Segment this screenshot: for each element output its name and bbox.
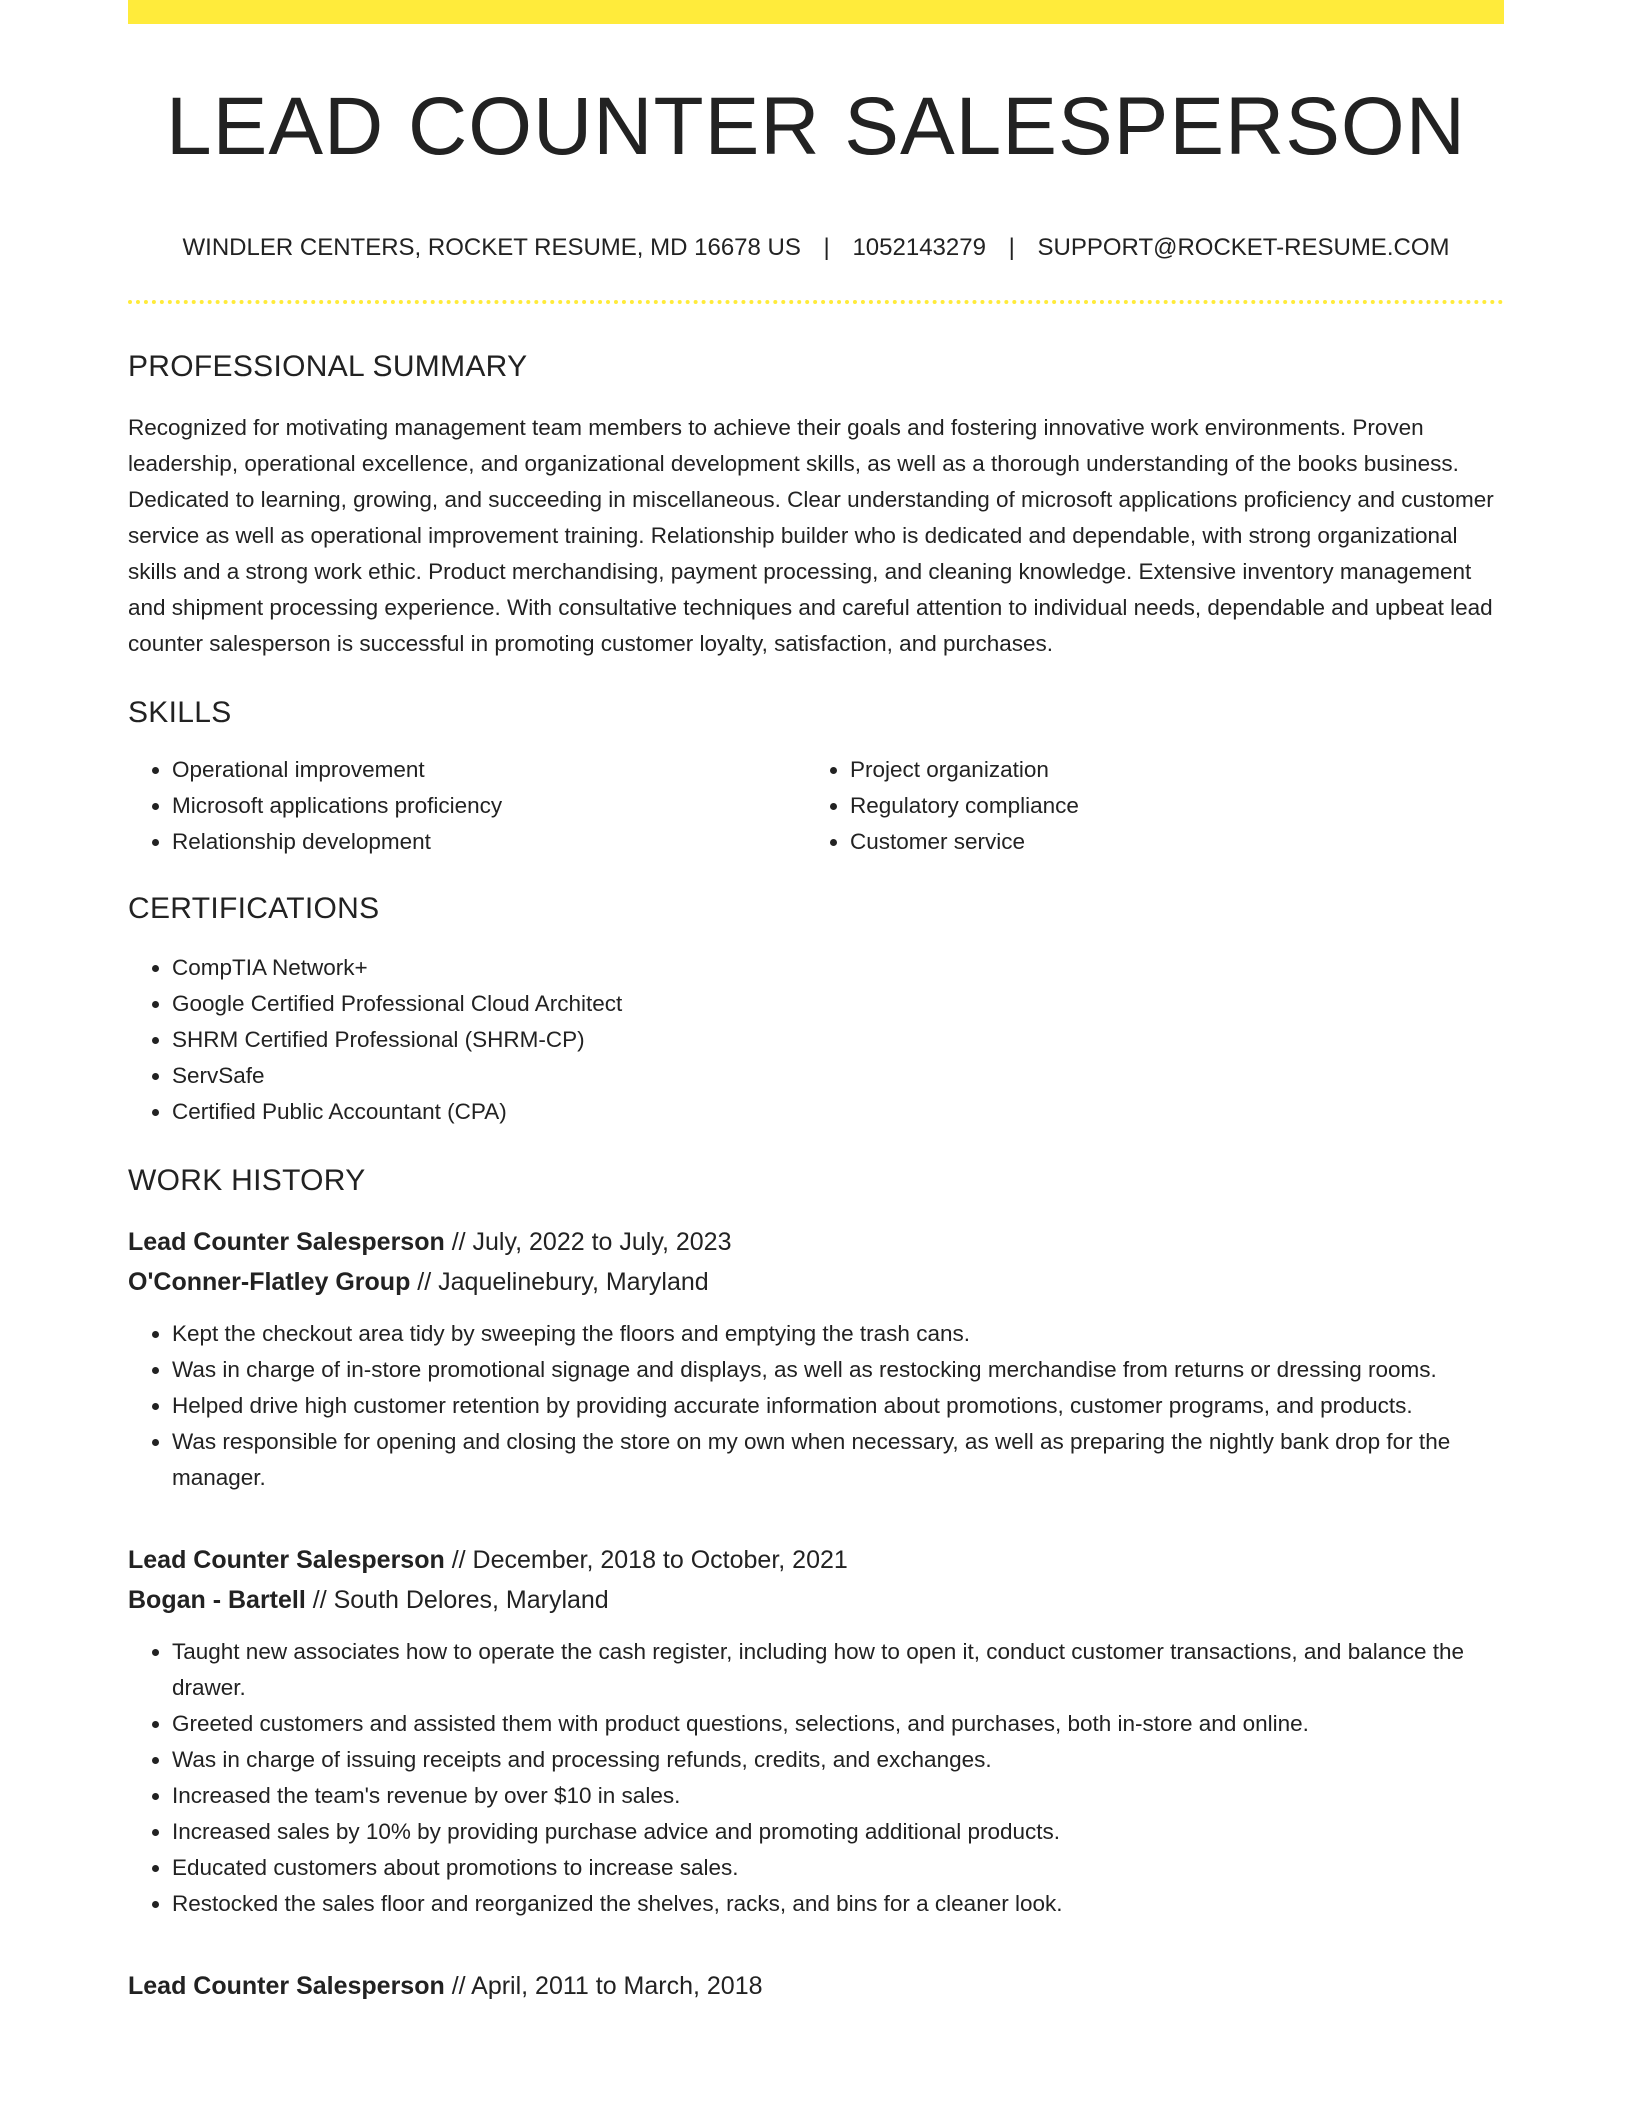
skill-item: • Operational improvement [172, 752, 806, 788]
job-location: // Jaquelinebury, Maryland [410, 1268, 709, 1296]
contact-line [128, 236, 1504, 260]
summary-text: Recognized for motivating management team members to achieve their goals and fostering innovative work environments. Proven leadership, operational excellence, and organizational development skills, as well as a thorough understanding of the books business. Dedicated to learning, growing, and succeeding in miscellaneous. Clear understanding of microsoft applications proficiency and customer service as well as operational improvement training. Relationship builder who is dedicated and dependable, with strong organizational skills and a strong work ethic. Product merchandising, payment processing, and cleaning knowledge. Extensive inventory management and shipment processing experience. With consultative techniques and careful attention to individual needs, dependable and upbeat lead counter salesperson is successful in promoting customer loyalty, satisfaction, and purchases. [128, 415, 1494, 656]
work-history-heading: WORK HISTORY [128, 1164, 366, 1197]
job-title: Lead Counter Salesperson [128, 1228, 445, 1256]
summary-heading: PROFESSIONAL SUMMARY [128, 350, 528, 383]
skill-item: • Relationship development [172, 824, 806, 860]
job-bullet: • Increased the team's revenue by over $10 in sales. [172, 1778, 1504, 1814]
job-location: // South Delores, Maryland [305, 1586, 609, 1614]
job-bullet: • Was in charge of in-store promotional signage and displays, as well as restocking merchandise from returns or dressing rooms. [172, 1352, 1504, 1388]
job-title: Lead Counter Salesperson [128, 1546, 445, 1574]
contact-separator: | [823, 234, 830, 261]
job-bullet: • Restocked the sales floor and reorganized the shelves, racks, and bins for a cleaner look. [172, 1886, 1504, 1922]
certifications-heading: CERTIFICATIONS [128, 892, 380, 925]
skills-heading: SKILLS [128, 696, 232, 729]
job-bullet: • Helped drive high customer retention by providing accurate information about promotions, customer programs, and products. [172, 1388, 1504, 1424]
skills-column-right [806, 752, 1484, 860]
resume-page [128, 0, 1504, 2006]
job-entry [128, 1540, 1504, 1922]
skill-item: • Regulatory compliance [850, 788, 1484, 824]
certifications-section [128, 894, 1504, 1130]
job-bullet: • Was in charge of issuing receipts and processing refunds, credits, and exchanges. [172, 1742, 1504, 1778]
job-dates: // April, 2011 to March, 2018 [444, 1972, 763, 2000]
job-dates: // December, 2018 to October, 2021 [444, 1546, 848, 1574]
job-entry [128, 1966, 1504, 2006]
job-bullet: • Taught new associates how to operate the cash register, including how to open it, conduct customer transactions, and balance the drawer. [172, 1634, 1504, 1706]
job-bullet: • Increased sales by 10% by providing purchase advice and promoting additional products. [172, 1814, 1504, 1850]
certification-item: • Google Certified Professional Cloud Architect [172, 986, 1504, 1022]
job-entry [128, 1222, 1504, 1496]
work-history-section [128, 1166, 1504, 2006]
job-dates: // July, 2022 to July, 2023 [444, 1228, 732, 1256]
certification-item: • CompTIA Network+ [172, 950, 1504, 986]
job-title-line [128, 1540, 1504, 1580]
job-bullet: • Educated customers about promotions to increase sales. [172, 1850, 1504, 1886]
job-company-line [128, 1580, 1504, 1620]
job-title: Lead Counter Salesperson [128, 1972, 445, 2000]
address: WINDLER CENTERS, ROCKET RESUME, MD 16678 US [182, 234, 801, 261]
job-bullet: • Was responsible for opening and closing the store on my own when necessary, as well as preparing the nightly bank drop for the manager. [172, 1424, 1504, 1496]
skills-column-left [128, 752, 806, 860]
skill-item: • Microsoft applications proficiency [172, 788, 806, 824]
summary-section [128, 352, 1504, 662]
dotted-divider [128, 300, 1504, 304]
job-company-line [128, 1262, 1504, 1302]
skill-item: • Customer service [850, 824, 1484, 860]
phone: 1052143279 [852, 234, 986, 261]
skills-section [128, 698, 1504, 860]
job-title-line [128, 1966, 1504, 2006]
job-bullet: • Greeted customers and assisted them with product questions, selections, and purchases, both in-store and online. [172, 1706, 1504, 1742]
certification-item: • ServSafe [172, 1058, 1504, 1094]
resume-title: LEAD COUNTER SALESPERSON [166, 81, 1466, 172]
certification-item: • Certified Public Accountant (CPA) [172, 1094, 1504, 1130]
job-title-line [128, 1222, 1504, 1262]
email: SUPPORT@ROCKET-RESUME.COM [1037, 234, 1450, 261]
skill-item: • Project organization [850, 752, 1484, 788]
skills-grid [128, 752, 1504, 860]
job-bullet: • Kept the checkout area tidy by sweeping the floors and emptying the trash cans. [172, 1316, 1504, 1352]
contact-separator: | [1008, 234, 1015, 261]
job-company: Bogan - Bartell [128, 1586, 306, 1614]
accent-bar [128, 0, 1504, 24]
job-company: O'Conner-Flatley Group [128, 1268, 411, 1296]
certification-item: • SHRM Certified Professional (SHRM-CP) [172, 1022, 1504, 1058]
